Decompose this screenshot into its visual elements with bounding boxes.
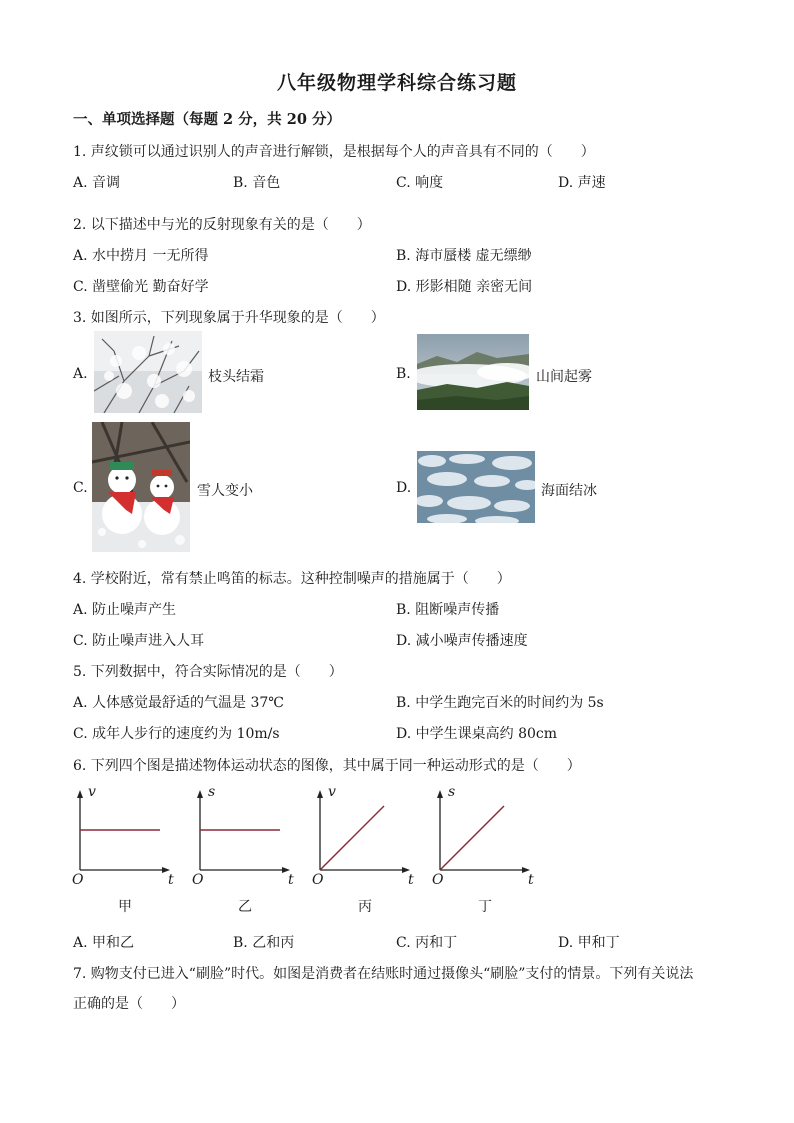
motion-graph-4 xyxy=(430,786,540,916)
question-4-option-d[interactable]: D. 减小噪声传播速度 xyxy=(396,633,528,649)
question-6-option-d[interactable]: D. 甲和丁 xyxy=(558,935,620,951)
x-axis-label: t xyxy=(528,872,534,888)
graph-caption: 丙 xyxy=(358,899,372,915)
question-3-option-a-caption: 枝头结霜 xyxy=(208,369,264,385)
question-5-stem: 5. 下列数据中，符合实际情况的是（ ） xyxy=(73,664,343,680)
y-axis-arrow xyxy=(317,790,323,798)
question-2-option-d[interactable]: D. 形影相随 亲密无间 xyxy=(396,279,533,295)
graph-line-diagonal xyxy=(440,806,504,870)
question-3-option-a-letter[interactable]: A. xyxy=(73,366,88,382)
question-5-option-b[interactable]: B. 中学生跑完百米的时间约为 5s xyxy=(396,695,604,711)
question-3-stem: 3. 如图所示，下列现象属于升华现象的是（ ） xyxy=(73,310,385,326)
question-5-option-c[interactable]: C. 成年人步行的速度约为 10m/s xyxy=(73,726,280,742)
section-heading: 一、单项选择题（每题 2 分，共 20 分） xyxy=(73,111,341,128)
origin-label: O xyxy=(312,872,324,888)
page-title: 八年级物理学科综合练习题 xyxy=(276,72,517,94)
graph-caption: 乙 xyxy=(238,899,252,915)
question-6-option-b[interactable]: B. 乙和丙 xyxy=(233,935,295,951)
question-6-option-a[interactable]: A. 甲和乙 xyxy=(73,935,135,951)
question-2-option-c[interactable]: C. 凿壁偷光 勤奋好学 xyxy=(73,279,209,295)
question-3-option-d-letter[interactable]: D. xyxy=(396,480,412,496)
question-4-option-b[interactable]: B. 阻断噪声传播 xyxy=(396,602,500,618)
y-axis-label: v xyxy=(88,784,96,800)
sea-ice-photo xyxy=(417,451,535,523)
question-1-option-b[interactable]: B. 音色 xyxy=(233,175,281,191)
question-7-stem-line-1: 7. 购物支付已进入“刷脸”时代。如图是消费者在结账时通过摄像头“刷脸”支付的情景。下列有关说法 xyxy=(73,966,694,982)
question-3-option-b-caption: 山间起雾 xyxy=(536,369,592,385)
mountain-fog-photo xyxy=(417,334,529,410)
question-7-stem-line-2: 正确的是（ ） xyxy=(73,996,185,1012)
motion-graph-1 xyxy=(70,786,180,916)
question-1-option-a[interactable]: A. 音调 xyxy=(73,175,121,191)
question-4-stem: 4. 学校附近，常有禁止鸣笛的标志。这种控制噪声的措施属于（ ） xyxy=(73,571,511,587)
question-4-option-c[interactable]: C. 防止噪声进入人耳 xyxy=(73,633,205,649)
snowman-photo xyxy=(92,422,190,552)
y-axis-arrow xyxy=(77,790,83,798)
question-6-stem: 6. 下列四个图是描述物体运动状态的图像，其中属于同一种运动形式的是（ ） xyxy=(73,758,581,774)
question-1-option-c[interactable]: C. 响度 xyxy=(396,175,444,191)
origin-label: O xyxy=(432,872,444,888)
question-6-option-c[interactable]: C. 丙和丁 xyxy=(396,935,458,951)
y-axis-arrow xyxy=(437,790,443,798)
question-2-stem: 2. 以下描述中与光的反射现象有关的是（ ） xyxy=(73,217,371,233)
y-axis-label: s xyxy=(448,784,456,800)
question-3-option-b-letter[interactable]: B. xyxy=(396,366,411,382)
y-axis-arrow xyxy=(197,790,203,798)
graph-caption: 丁 xyxy=(478,899,492,915)
origin-label: O xyxy=(72,872,84,888)
question-5-option-a[interactable]: A. 人体感觉最舒适的气温是 37℃ xyxy=(73,695,284,711)
question-3-option-c-letter[interactable]: C. xyxy=(73,480,88,496)
question-5-option-d[interactable]: D. 中学生课桌高约 80cm xyxy=(396,726,558,742)
motion-graph-2 xyxy=(190,786,300,916)
origin-label: O xyxy=(192,872,204,888)
y-axis-label: s xyxy=(208,784,216,800)
question-2-option-a[interactable]: A. 水中捞月 一无所得 xyxy=(73,248,209,264)
graph-line-diagonal xyxy=(320,806,384,870)
question-1-stem: 1. 声纹锁可以通过识别人的声音进行解锁，是根据每个人的声音具有不同的（ ） xyxy=(73,144,595,160)
y-axis-label: v xyxy=(328,784,336,800)
question-2-option-b[interactable]: B. 海市蜃楼 虚无缥缈 xyxy=(396,248,532,264)
x-axis-label: t xyxy=(408,872,414,888)
frost-branches-photo xyxy=(94,331,202,413)
x-axis-label: t xyxy=(168,872,174,888)
motion-graph-3 xyxy=(310,786,420,916)
question-4-option-a[interactable]: A. 防止噪声产生 xyxy=(73,602,177,618)
graph-caption: 甲 xyxy=(118,899,132,915)
question-3-option-c-caption: 雪人变小 xyxy=(197,483,253,499)
question-3-option-d-caption: 海面结冰 xyxy=(541,483,597,499)
question-1-option-d[interactable]: D. 声速 xyxy=(558,175,606,191)
x-axis-label: t xyxy=(288,872,294,888)
